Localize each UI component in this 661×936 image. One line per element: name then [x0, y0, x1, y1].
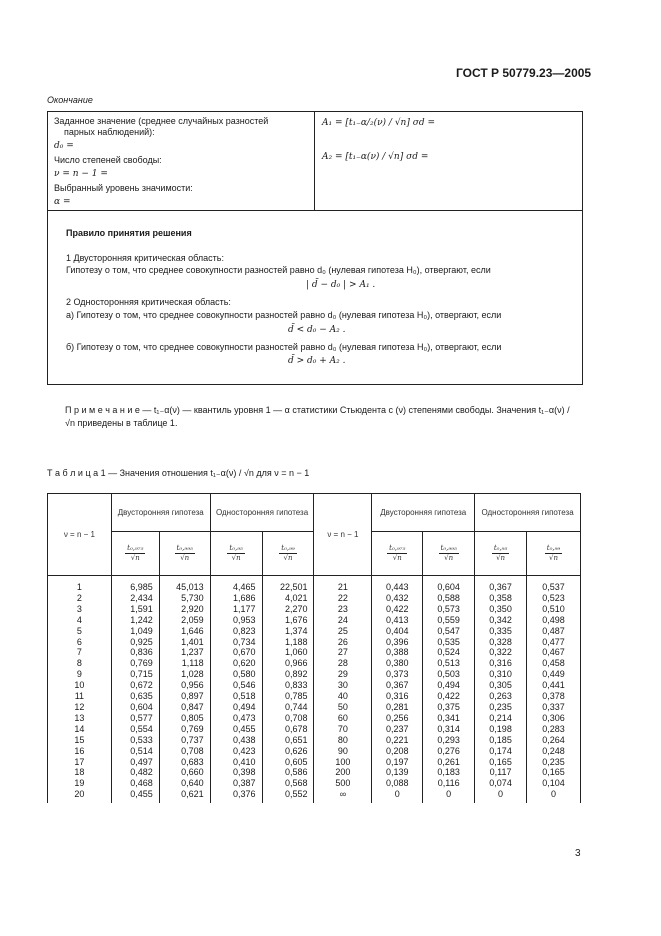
table-cell-right-c2: 0,116: [423, 778, 475, 789]
table-cell-left-c2: 0,708: [159, 746, 210, 757]
table-cell-left-c2: 5,730: [159, 593, 210, 604]
table-cell-right-c3: 0: [475, 789, 527, 803]
box-divider: [314, 112, 315, 210]
table-cell-right-c2: 0,183: [423, 767, 475, 778]
table-cell-right-c2: 0,293: [423, 735, 475, 746]
subheader-t0975-left: $\frac{\text{t₀,₉₇₅}}{√n}$: [111, 532, 159, 576]
nu-header-right: ν = n − 1: [314, 494, 372, 576]
table-cell-right-c2: 0,314: [423, 724, 475, 735]
decision-rule-box: [47, 210, 583, 385]
table-row: [48, 576, 581, 593]
table-cell-right-nu: 50: [314, 702, 372, 713]
table-cell-left-c2: 2,920: [159, 604, 210, 615]
table-caption: Т а б л и ц а 1 — Значения отношения t₁₋α(ν) / √n для ν = n − 1: [47, 468, 310, 478]
one-sided-header-right: Односторонняя гипотеза: [475, 494, 581, 532]
d0-field: d₀ =: [54, 141, 74, 151]
two-sided-header-right: Двусторонняя гипотеза: [372, 494, 475, 532]
table-cell-right-c3: 0,117: [475, 767, 527, 778]
table-cell-left-c1: 0,715: [111, 669, 159, 680]
table-cell-right-nu: 29: [314, 669, 372, 680]
table-cell-left-c1: 0,514: [111, 746, 159, 757]
table-row: [48, 604, 581, 615]
table-cell-left-c4: 0,892: [262, 669, 314, 680]
two-sided-header-left: Двусторонняя гипотеза: [111, 494, 210, 532]
table-cell-right-c3: 0,342: [475, 615, 527, 626]
decision-rule-title: Правило принятия решения: [66, 228, 192, 238]
table-row: [48, 669, 581, 680]
table-cell-left-c1: 1,591: [111, 604, 159, 615]
table-cell-right-c4: 0,449: [527, 669, 581, 680]
table-cell-right-c1: 0,404: [372, 626, 423, 637]
table-cell-right-c4: 0,337: [527, 702, 581, 713]
table-cell-left-c4: 1,676: [262, 615, 314, 626]
table-cell-left-c1: 0,672: [111, 680, 159, 691]
table-cell-left-c1: 0,482: [111, 767, 159, 778]
table-cell-left-c1: 0,635: [111, 691, 159, 702]
table-cell-left-c4: 2,270: [262, 604, 314, 615]
table-cell-left-nu: 6: [48, 637, 112, 648]
table-row: [48, 746, 581, 757]
table-cell-right-c1: 0,367: [372, 680, 423, 691]
table-row: [48, 647, 581, 658]
table-cell-left-nu: 12: [48, 702, 112, 713]
table-cell-left-c4: 0,833: [262, 680, 314, 691]
table-cell-right-c4: 0,498: [527, 615, 581, 626]
table-cell-right-c2: 0,276: [423, 746, 475, 757]
table-cell-left-nu: 9: [48, 669, 112, 680]
table-cell-right-c2: 0,422: [423, 691, 475, 702]
table-cell-left-nu: 7: [48, 647, 112, 658]
table-cell-right-nu: 27: [314, 647, 372, 658]
case-a-text: а) Гипотезу о том, что среднее совокупности разностей равно d₀ (нулевая гипотеза H₀), отвергают, если: [66, 310, 502, 320]
table-cell-left-c2: 0,769: [159, 724, 210, 735]
table-cell-right-c2: 0,341: [423, 713, 475, 724]
table-cell-right-c1: 0,208: [372, 746, 423, 757]
given-value-label: Заданное значение (среднее случайных разностей: [54, 116, 269, 126]
table-cell-left-c4: 0,568: [262, 778, 314, 789]
table-cell-left-c3: 0,580: [210, 669, 262, 680]
table-cell-right-c4: 0,104: [527, 778, 581, 789]
table-cell-right-c4: 0,523: [527, 593, 581, 604]
table-cell-left-c3: 0,410: [210, 757, 262, 768]
table-cell-right-nu: 80: [314, 735, 372, 746]
subheader-t095-right: $\frac{\text{t₀,₉₅}}{√n}$: [475, 532, 527, 576]
table-row: [48, 637, 581, 648]
table-cell-right-c4: 0,248: [527, 746, 581, 757]
table-cell-left-c3: 0,423: [210, 746, 262, 757]
dof-label: Число степеней свободы:: [54, 155, 162, 165]
table-cell-left-c2: 0,847: [159, 702, 210, 713]
table-cell-right-nu: 70: [314, 724, 372, 735]
table-row: [48, 735, 581, 746]
subheader-t095-left: $\frac{\text{t₀,₉₅}}{√n}$: [210, 532, 262, 576]
table-cell-left-c2: 0,897: [159, 691, 210, 702]
table-cell-right-c4: 0,165: [527, 767, 581, 778]
table-cell-right-c4: 0,487: [527, 626, 581, 637]
one-sided-header-left: Односторонняя гипотеза: [210, 494, 314, 532]
table-cell-left-c1: 1,242: [111, 615, 159, 626]
table-cell-left-c4: 1,374: [262, 626, 314, 637]
table-cell-right-c4: 0,378: [527, 691, 581, 702]
note-paragraph: [65, 404, 579, 430]
table-cell-right-nu: 28: [314, 658, 372, 669]
table-cell-left-c4: 0,678: [262, 724, 314, 735]
table-cell-right-c4: 0,477: [527, 637, 581, 648]
table-cell-right-c3: 0,328: [475, 637, 527, 648]
table-cell-left-nu: 4: [48, 615, 112, 626]
table-cell-left-c2: 1,118: [159, 658, 210, 669]
table-row: [48, 615, 581, 626]
subheader-t0995-left: $\frac{\text{t₀,₉₉₅}}{√n}$: [159, 532, 210, 576]
table-cell-left-c4: 22,501: [262, 576, 314, 593]
table-cell-left-c4: 0,966: [262, 658, 314, 669]
table-cell-left-c3: 0,438: [210, 735, 262, 746]
table-cell-right-c3: 0,074: [475, 778, 527, 789]
table-cell-left-nu: 19: [48, 778, 112, 789]
table-cell-left-c4: 0,605: [262, 757, 314, 768]
table-cell-right-c3: 0,263: [475, 691, 527, 702]
table-cell-right-c1: 0,221: [372, 735, 423, 746]
table-row: [48, 626, 581, 637]
table-cell-right-c1: 0,413: [372, 615, 423, 626]
table-cell-left-c4: 1,188: [262, 637, 314, 648]
table-cell-right-c1: 0,396: [372, 637, 423, 648]
table-row: [48, 724, 581, 735]
table-cell-left-c4: 0,785: [262, 691, 314, 702]
table-cell-left-c3: 0,473: [210, 713, 262, 724]
table-cell-left-nu: 10: [48, 680, 112, 691]
table-cell-left-c2: 0,683: [159, 757, 210, 768]
table-cell-left-c2: 1,237: [159, 647, 210, 658]
table-cell-right-c3: 0,198: [475, 724, 527, 735]
table-cell-right-c2: 0,559: [423, 615, 475, 626]
subheader-t0995-right: $\frac{\text{t₀,₉₉₅}}{√n}$: [423, 532, 475, 576]
table-cell-left-c1: 0,925: [111, 637, 159, 648]
table-cell-left-nu: 8: [48, 658, 112, 669]
table-row: [48, 713, 581, 724]
table-cell-right-c1: 0,139: [372, 767, 423, 778]
table-cell-left-c3: 0,670: [210, 647, 262, 658]
table-cell-left-c2: 1,401: [159, 637, 210, 648]
significance-label: Выбранный уровень значимости:: [54, 183, 193, 193]
table-cell-right-c2: 0,535: [423, 637, 475, 648]
table-cell-left-c3: 0,494: [210, 702, 262, 713]
table-cell-right-c3: 0,310: [475, 669, 527, 680]
table-cell-left-nu: 5: [48, 626, 112, 637]
table-cell-left-c1: 0,468: [111, 778, 159, 789]
table-cell-right-c3: 0,335: [475, 626, 527, 637]
continuation-label: Окончание: [47, 95, 93, 105]
table-cell-left-c1: 0,554: [111, 724, 159, 735]
table-cell-left-c1: 0,769: [111, 658, 159, 669]
table-row: [48, 691, 581, 702]
table-cell-right-c2: 0,524: [423, 647, 475, 658]
table-cell-right-c1: 0,197: [372, 757, 423, 768]
table-cell-left-c1: 0,497: [111, 757, 159, 768]
formula-a1: A₁ = [t₁₋α/₂(ν) / √n] σd =: [322, 118, 436, 128]
table-cell-left-nu: 15: [48, 735, 112, 746]
table-cell-left-c2: 1,028: [159, 669, 210, 680]
table-cell-right-c2: 0,494: [423, 680, 475, 691]
table-cell-right-c2: 0: [423, 789, 475, 803]
given-value-label-cont: парных наблюдений):: [64, 127, 155, 137]
table-cell-left-c3: 0,455: [210, 724, 262, 735]
note-text: t₁₋α(ν) — квантиль уровня 1 — α статистики Стьюдента с (ν) степенями свободы. Значения t₁₋α(ν) / √n приведены в таблице 1.: [65, 405, 570, 428]
table-cell-left-c4: 1,060: [262, 647, 314, 658]
nu-field: ν = n − 1 =: [54, 169, 108, 179]
table-cell-right-nu: 30: [314, 680, 372, 691]
table-row: [48, 658, 581, 669]
table-cell-right-c2: 0,588: [423, 593, 475, 604]
two-sided-heading: 1 Двусторонняя критическая область:: [66, 253, 224, 263]
table-cell-left-nu: 17: [48, 757, 112, 768]
two-sided-text: Гипотезу о том, что среднее совокупности разностей равно d₀ (нулевая гипотеза H₀), отвергают, если: [66, 265, 491, 275]
table-cell-right-nu: 90: [314, 746, 372, 757]
table-cell-right-c1: 0,380: [372, 658, 423, 669]
table-cell-left-c1: 1,049: [111, 626, 159, 637]
table-cell-right-nu: 22: [314, 593, 372, 604]
table-cell-left-c4: 0,708: [262, 713, 314, 724]
table-cell-left-nu: 20: [48, 789, 112, 803]
table-cell-left-c2: 0,640: [159, 778, 210, 789]
table-cell-left-c4: 0,626: [262, 746, 314, 757]
table-cell-left-c2: 0,737: [159, 735, 210, 746]
table-cell-left-c3: 0,518: [210, 691, 262, 702]
table-cell-left-c3: 0,376: [210, 789, 262, 803]
table-cell-right-c1: 0,432: [372, 593, 423, 604]
table-cell-right-nu: 21: [314, 576, 372, 593]
document-code: ГОСТ Р 50779.23—2005: [456, 66, 592, 80]
table-cell-right-c2: 0,513: [423, 658, 475, 669]
table-cell-left-c3: 0,734: [210, 637, 262, 648]
table-cell-right-nu: 23: [314, 604, 372, 615]
table-cell-left-c2: 1,646: [159, 626, 210, 637]
table-cell-left-c3: 0,620: [210, 658, 262, 669]
table-cell-left-nu: 14: [48, 724, 112, 735]
subheader-t099-right: $\frac{\text{t₀,₉₉}}{√n}$: [527, 532, 581, 576]
table-cell-left-c3: 0,953: [210, 615, 262, 626]
page-number: 3: [575, 848, 581, 859]
table-cell-right-c3: 0,165: [475, 757, 527, 768]
table-cell-left-c1: 0,533: [111, 735, 159, 746]
table-cell-right-nu: 60: [314, 713, 372, 724]
subheader-t099-left: $\frac{\text{t₀,₉₉}}{√n}$: [262, 532, 314, 576]
table-cell-right-c1: 0,388: [372, 647, 423, 658]
table-cell-right-c3: 0,367: [475, 576, 527, 593]
quantile-table: [47, 493, 581, 803]
table-cell-right-c1: 0,316: [372, 691, 423, 702]
table-cell-right-c1: 0,088: [372, 778, 423, 789]
table-cell-right-c4: 0: [527, 789, 581, 803]
case-a-formula: d̄ < d₀ − A₂ .: [288, 325, 346, 335]
table-cell-left-c2: 45,013: [159, 576, 210, 593]
table-cell-right-nu: ∞: [314, 789, 372, 803]
input-parameters-box: [47, 111, 583, 211]
table-cell-left-c4: 0,744: [262, 702, 314, 713]
table-row: [48, 778, 581, 789]
table-cell-right-c3: 0,305: [475, 680, 527, 691]
table-cell-left-c4: 0,552: [262, 789, 314, 803]
one-sided-heading: 2 Односторонняя критическая область:: [66, 297, 231, 307]
table-cell-right-c4: 0,264: [527, 735, 581, 746]
table-cell-left-nu: 11: [48, 691, 112, 702]
table-cell-right-c4: 0,537: [527, 576, 581, 593]
table-cell-right-c1: 0,443: [372, 576, 423, 593]
table-cell-left-nu: 3: [48, 604, 112, 615]
table-cell-right-nu: 200: [314, 767, 372, 778]
table-cell-right-c2: 0,375: [423, 702, 475, 713]
table-cell-left-c3: 0,398: [210, 767, 262, 778]
case-b-text: б) Гипотезу о том, что среднее совокупности разностей равно d₀ (нулевая гипотеза H₀), отвергают, если: [66, 342, 502, 352]
table-cell-right-c1: 0,281: [372, 702, 423, 713]
table-cell-right-c2: 0,573: [423, 604, 475, 615]
note-prefix: П р и м е ч а н и е —: [65, 405, 152, 415]
table-cell-right-c4: 0,235: [527, 757, 581, 768]
table-cell-right-nu: 500: [314, 778, 372, 789]
table-cell-right-c1: 0,237: [372, 724, 423, 735]
table-cell-right-c3: 0,358: [475, 593, 527, 604]
table-cell-left-c1: 6,985: [111, 576, 159, 593]
subheader-t0975-right: $\frac{\text{t₀,₉₇₅}}{√n}$: [372, 532, 423, 576]
table-cell-left-c4: 0,586: [262, 767, 314, 778]
table-cell-right-nu: 26: [314, 637, 372, 648]
table-cell-left-c3: 1,686: [210, 593, 262, 604]
table-cell-left-c4: 0,651: [262, 735, 314, 746]
table-cell-right-c2: 0,261: [423, 757, 475, 768]
table-cell-left-c4: 4,021: [262, 593, 314, 604]
table-cell-right-c4: 0,458: [527, 658, 581, 669]
table-row: [48, 767, 581, 778]
alpha-field: α =: [54, 197, 71, 207]
table-cell-right-c3: 0,174: [475, 746, 527, 757]
table-cell-right-c3: 0,235: [475, 702, 527, 713]
table-cell-left-c3: 4,465: [210, 576, 262, 593]
table-cell-right-c4: 0,441: [527, 680, 581, 691]
table-cell-left-c3: 1,177: [210, 604, 262, 615]
formula-a2: A₂ = [t₁₋α(ν) / √n] σd =: [322, 152, 429, 162]
table-cell-left-c1: 0,455: [111, 789, 159, 803]
case-b-formula: d̄ > d₀ + A₂ .: [288, 356, 346, 366]
table-row: [48, 789, 581, 803]
table-cell-right-nu: 24: [314, 615, 372, 626]
table-cell-left-nu: 2: [48, 593, 112, 604]
table-cell-right-nu: 100: [314, 757, 372, 768]
table-cell-right-c1: 0,256: [372, 713, 423, 724]
table-row: [48, 757, 581, 768]
table-cell-right-c3: 0,322: [475, 647, 527, 658]
table-cell-right-nu: 40: [314, 691, 372, 702]
table-cell-left-c2: 2,059: [159, 615, 210, 626]
table-cell-left-nu: 1: [48, 576, 112, 593]
table-cell-right-nu: 25: [314, 626, 372, 637]
table-cell-right-c2: 0,503: [423, 669, 475, 680]
table-cell-right-c3: 0,316: [475, 658, 527, 669]
table-cell-right-c4: 0,467: [527, 647, 581, 658]
table-cell-left-c1: 0,604: [111, 702, 159, 713]
table-cell-left-c2: 0,956: [159, 680, 210, 691]
table-cell-left-nu: 16: [48, 746, 112, 757]
table-cell-left-nu: 18: [48, 767, 112, 778]
table-cell-right-c4: 0,306: [527, 713, 581, 724]
table-cell-left-c3: 0,823: [210, 626, 262, 637]
table-cell-right-c4: 0,283: [527, 724, 581, 735]
table-cell-right-c2: 0,604: [423, 576, 475, 593]
table-cell-left-c1: 2,434: [111, 593, 159, 604]
table-cell-right-c2: 0,547: [423, 626, 475, 637]
table-row: [48, 680, 581, 691]
table-cell-left-c3: 0,546: [210, 680, 262, 691]
table-cell-left-c2: 0,621: [159, 789, 210, 803]
table-cell-right-c1: 0: [372, 789, 423, 803]
table-cell-right-c1: 0,373: [372, 669, 423, 680]
table-cell-left-c2: 0,805: [159, 713, 210, 724]
table-cell-left-c2: 0,660: [159, 767, 210, 778]
table-cell-right-c3: 0,350: [475, 604, 527, 615]
table-cell-left-c3: 0,387: [210, 778, 262, 789]
table-row: [48, 702, 581, 713]
table-row: [48, 593, 581, 604]
table-cell-right-c4: 0,510: [527, 604, 581, 615]
nu-header-left: ν = n − 1: [48, 494, 112, 576]
table-cell-left-c1: 0,577: [111, 713, 159, 724]
two-sided-formula: | d̄ − d₀ | > A₁ .: [306, 280, 376, 290]
table-cell-right-c3: 0,185: [475, 735, 527, 746]
table-cell-right-c3: 0,214: [475, 713, 527, 724]
table-cell-right-c1: 0,422: [372, 604, 423, 615]
table-cell-left-nu: 13: [48, 713, 112, 724]
table-cell-left-c1: 0,836: [111, 647, 159, 658]
